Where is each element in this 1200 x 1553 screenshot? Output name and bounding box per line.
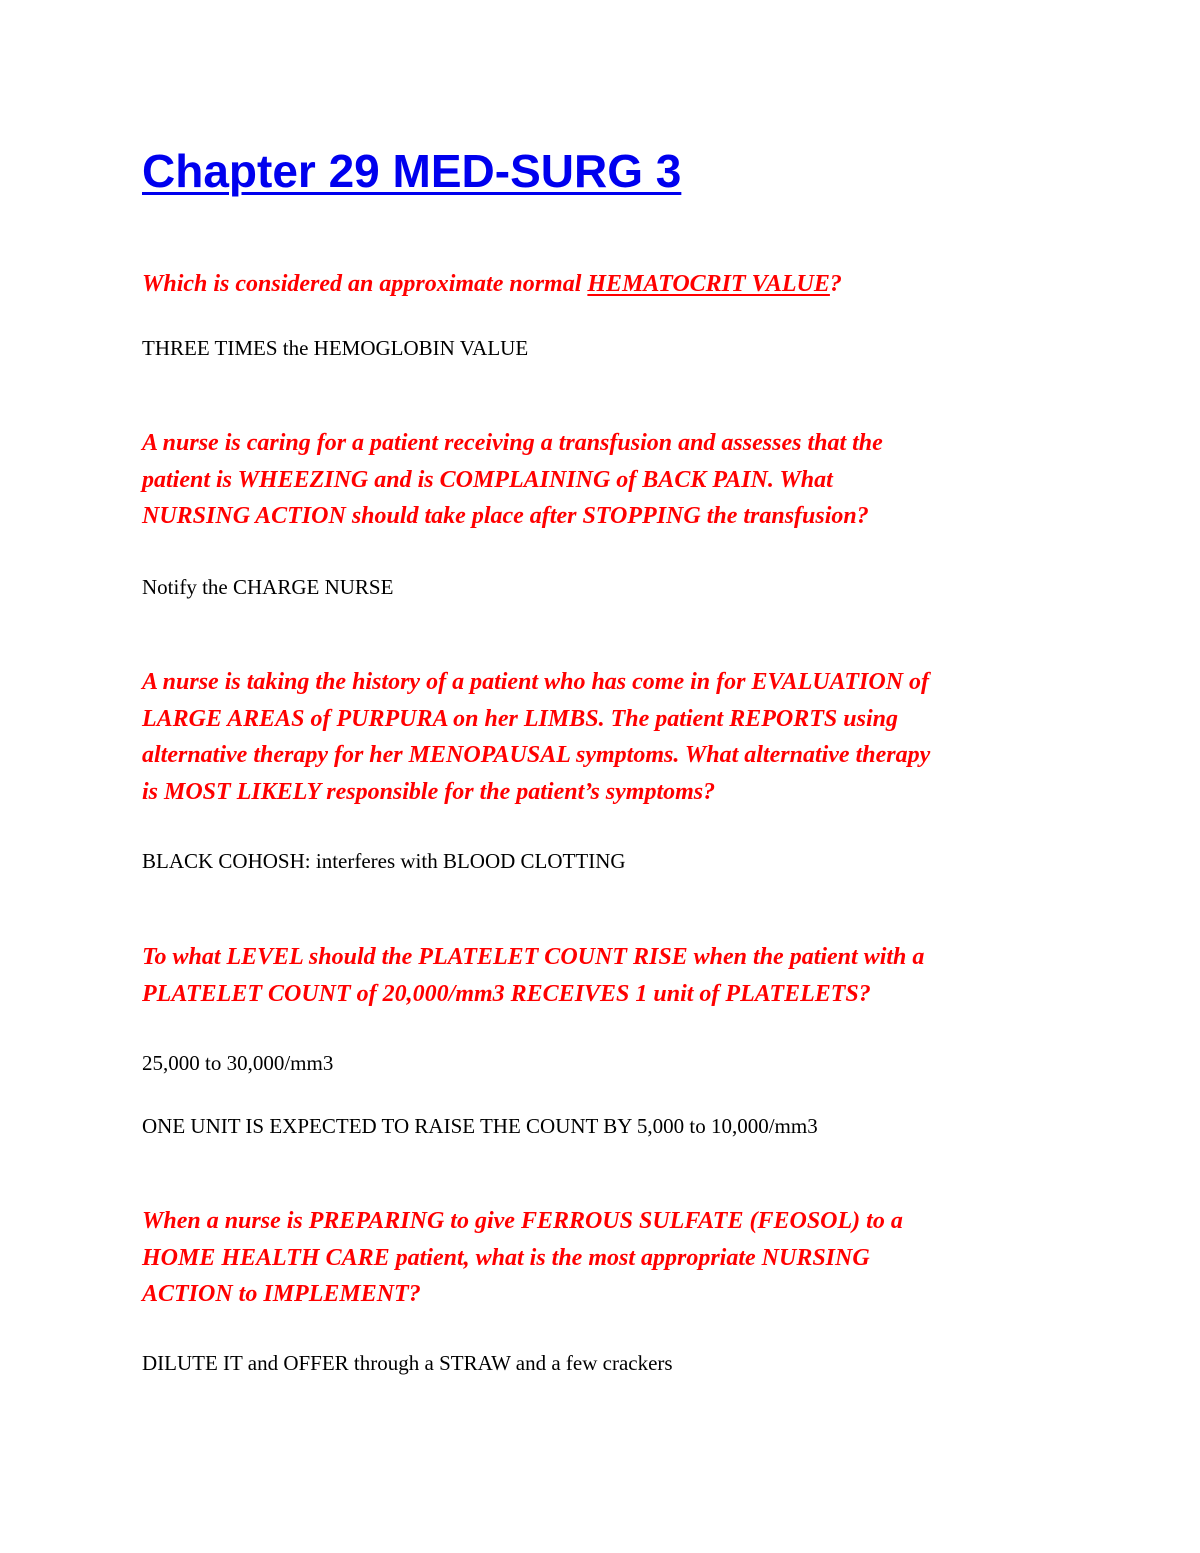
question-3-line-1: A nurse is taking the history of a patient who has come in for EVALUATION of bbox=[142, 669, 930, 695]
question-5 bbox=[142, 1203, 1072, 1313]
question-2-line-1: A nurse is caring for a patient receiving a transfusion and assesses that the bbox=[142, 430, 883, 456]
question-2-line-3: NURSING ACTION should take place after STOPPING the transfusion? bbox=[142, 503, 869, 529]
question-3-line-4: is MOST LIKELY responsible for the patient’s symptoms? bbox=[142, 778, 716, 805]
answer-2: Notify the CHARGE NURSE bbox=[142, 575, 394, 599]
question-5-line-2: HOME HEALTH CARE patient, what is the most appropriate NURSING bbox=[142, 1244, 870, 1271]
question-1-suffix: ? bbox=[829, 271, 842, 297]
answer-5: DILUTE IT and OFFER through a STRAW and a few crackers bbox=[142, 1351, 673, 1375]
answer-4-note: ONE UNIT IS EXPECTED TO RAISE THE COUNT BY 5,000 to 10,000/mm3 bbox=[142, 1114, 818, 1138]
question-1-prefix: Which is considered an approximate normal bbox=[142, 271, 588, 297]
question-3-line-2: LARGE AREAS of PURPURA on her LIMBS. The patient REPORTS using bbox=[142, 705, 898, 732]
question-2 bbox=[142, 425, 1072, 535]
question-3 bbox=[142, 664, 1072, 810]
question-5-line-3: ACTION to IMPLEMENT? bbox=[142, 1281, 421, 1307]
question-1 bbox=[142, 266, 1072, 303]
answer-1: THREE TIMES the HEMOGLOBIN VALUE bbox=[142, 336, 529, 360]
question-2-line-2: patient is WHEEZING and is COMPLAINING of BACK PAIN. What bbox=[142, 466, 833, 493]
question-4 bbox=[142, 939, 1072, 1012]
question-3-line-3: alternative therapy for her MENOPAUSAL symptoms. What alternative therapy bbox=[142, 742, 931, 768]
question-5-line-1: When a nurse is PREPARING to give FERROUS SULFATE (FEOSOL) to a bbox=[142, 1208, 903, 1234]
question-4-line-1: To what LEVEL should the PLATELET COUNT RISE when the patient with a bbox=[142, 944, 925, 970]
question-4-line-2: PLATELET COUNT of 20,000/mm3 RECEIVES 1 unit of PLATELETS? bbox=[142, 980, 871, 1007]
question-1-emphasis: HEMATOCRIT VALUE bbox=[587, 271, 830, 297]
answer-3: BLACK COHOSH: interferes with BLOOD CLOTTING bbox=[142, 849, 626, 873]
answer-4: 25,000 to 30,000/mm3 bbox=[142, 1051, 334, 1075]
document-title: Chapter 29 MED-SURG 3 bbox=[142, 145, 682, 197]
